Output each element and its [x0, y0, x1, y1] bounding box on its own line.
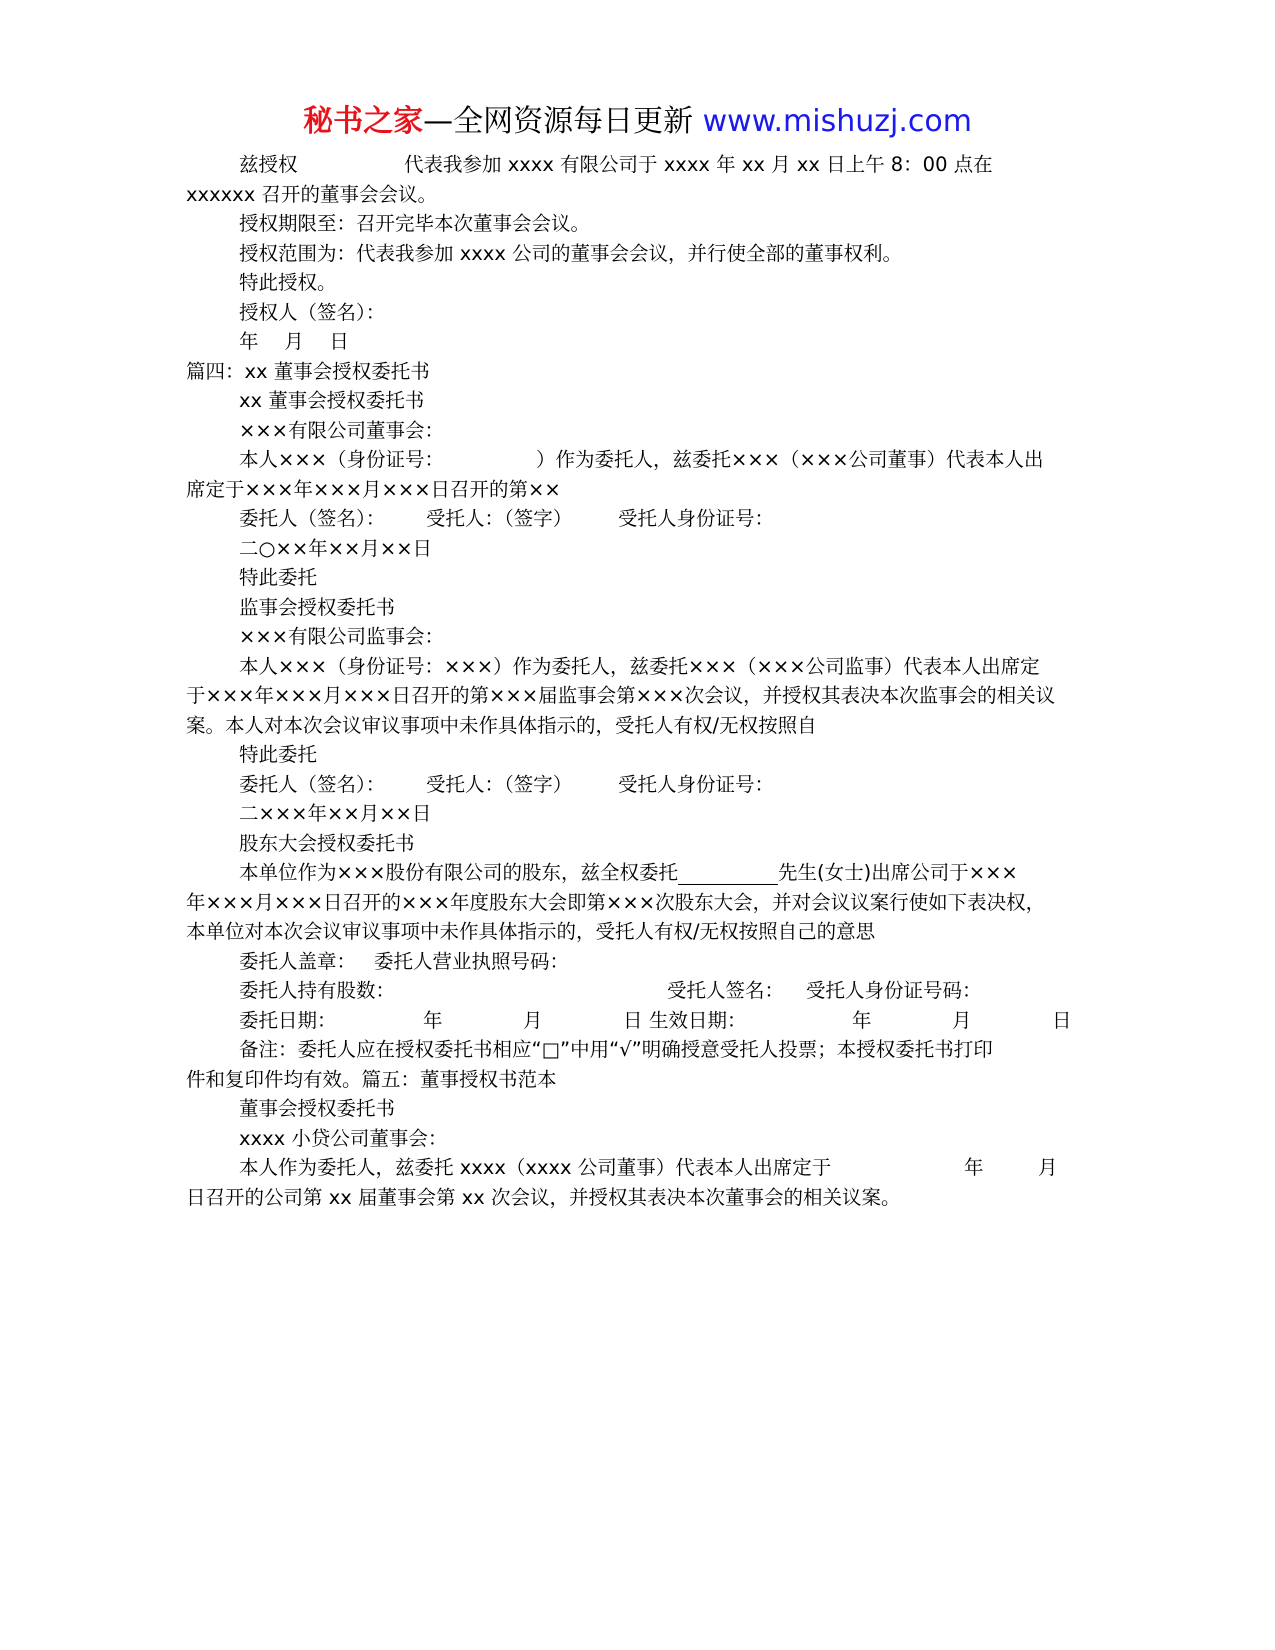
text-run: 日	[623, 1008, 643, 1032]
text-run: 委托人营业执照号码：	[374, 949, 570, 973]
text-run: 日	[1052, 1008, 1072, 1032]
addressee: ×××有限公司董事会：	[239, 418, 445, 442]
signature-line	[186, 504, 1082, 534]
paragraph-line: 特此授权。	[239, 271, 337, 294]
text-run: 月	[523, 1008, 543, 1032]
paragraph-line	[186, 1153, 1082, 1183]
paragraph-line: 案。本人对本次会议审议事项中未作具体指示的，受托人有权/无权按照自	[186, 713, 817, 737]
header-brand: 秘书之家	[303, 104, 424, 139]
paragraph-line	[186, 858, 1082, 888]
text-run: 本人作为委托人，兹委托 xxxx（xxxx 公司董事）代表本人出席定于	[239, 1156, 832, 1179]
document-body	[186, 150, 1082, 1212]
header-url[interactable]: www.mishuzj.com	[702, 104, 972, 139]
text-run: 生效日期：	[649, 1008, 747, 1032]
paragraph-line: 特此委托	[239, 566, 318, 589]
text-run: 受托人身份证号：	[618, 507, 775, 530]
text-run: 代表我参加 xxxx 有限公司于 xxxx 年 xx 月 xx 日上午 8：00 点在	[404, 153, 993, 176]
text-run: 受托人身份证号码：	[806, 979, 982, 1002]
section-title: 董事会授权委托书	[239, 1097, 396, 1120]
text-run: 受托人身份证号：	[618, 772, 775, 796]
header-subtitle: —全网资源每日更新	[423, 104, 694, 139]
text-run: 先生(女士)出席公司于×××	[778, 861, 1018, 884]
paragraph-line: 件和复印件均有效。篇五：董事授权书范本	[186, 1067, 557, 1091]
paragraph-line	[186, 445, 1082, 475]
blank-underline	[678, 862, 778, 885]
text-run: 委托日期：	[239, 1008, 337, 1032]
site-header	[0, 100, 1275, 144]
date-line: 二○××年××月××日	[239, 536, 433, 560]
paragraph-line: 授权范围为：代表我参加 xxxx 公司的董事会会议，并行使全部的董事权利。	[239, 241, 903, 265]
text-run: 年	[423, 1008, 443, 1032]
paragraph-line: xxxxxx 召开的董事会会议。	[186, 182, 437, 206]
paragraph-line: 本单位对本次会议审议事项中未作具体指示的，受托人有权/无权按照自己的意思	[186, 920, 876, 943]
date-line: 年 月 日	[239, 330, 349, 353]
text-run: 委托人（签名）：	[239, 772, 386, 796]
text-run: 受托人签名：	[667, 979, 785, 1002]
date-line: 二×××年××月××日	[239, 802, 432, 825]
paragraph-line: 授权人（签名）：	[239, 300, 386, 324]
text-run: 受托人：（签字）	[426, 507, 573, 530]
form-line	[186, 1006, 1082, 1036]
text-run: 委托人（签名）：	[239, 507, 386, 530]
text-run: 年	[964, 1156, 984, 1179]
section-title: xx 董事会授权委托书	[239, 389, 425, 412]
paragraph-line: 于×××年×××月×××日召开的第×××届监事会第×××次会议，并授权其表决本次监事会的相关议	[186, 684, 1056, 707]
form-line	[186, 976, 1082, 1006]
section-title: 监事会授权委托书	[239, 595, 396, 619]
text-run: 受托人：（签字）	[426, 772, 573, 796]
paragraph-line: 年×××月×××日召开的×××年度股东大会即第×××次股东大会，并对会议议案行使如下表决权，	[186, 890, 1046, 914]
text-run: 本人×××（身份证号：	[239, 448, 445, 471]
paragraph-line: 本人×××（身份证号：×××）作为委托人，兹委托×××（×××公司监事）代表本人出席定	[239, 654, 1040, 678]
paragraph-line: 席定于×××年×××月×××日召开的第××	[186, 477, 561, 501]
text-run: 年	[852, 1008, 872, 1032]
text-run: 本单位作为×××股份有限公司的股东，兹全权委托	[239, 861, 679, 884]
text-run: ）作为委托人，兹委托×××（×××公司董事）代表本人出	[536, 448, 1044, 471]
text-run: 委托人盖章：	[239, 949, 357, 973]
addressee: ×××有限公司监事会：	[239, 625, 445, 648]
text-run: 兹授权	[239, 153, 298, 176]
paragraph-line	[186, 150, 1082, 180]
signature-line	[186, 770, 1082, 800]
section-title: 股东大会授权委托书	[239, 831, 415, 855]
paragraph-line: 特此委托	[239, 743, 318, 766]
paragraph-line: 备注：委托人应在授权委托书相应“□”中用“√”明确授意受托人投票；本授权委托书打印	[239, 1038, 993, 1061]
addressee: xxxx 小贷公司董事会：	[239, 1126, 448, 1150]
text-run: 月	[952, 1008, 972, 1032]
text-run: 月	[1038, 1156, 1058, 1179]
text-run: 委托人持有股数：	[239, 979, 396, 1002]
paragraph-line: 日召开的公司第 xx 届董事会第 xx 次会议，并授权其表决本次董事会的相关议案。	[186, 1185, 901, 1209]
section-heading: 篇四：xx 董事会授权委托书	[186, 359, 430, 383]
paragraph-line: 授权期限至：召开完毕本次董事会会议。	[239, 212, 591, 235]
form-line	[186, 947, 1082, 977]
